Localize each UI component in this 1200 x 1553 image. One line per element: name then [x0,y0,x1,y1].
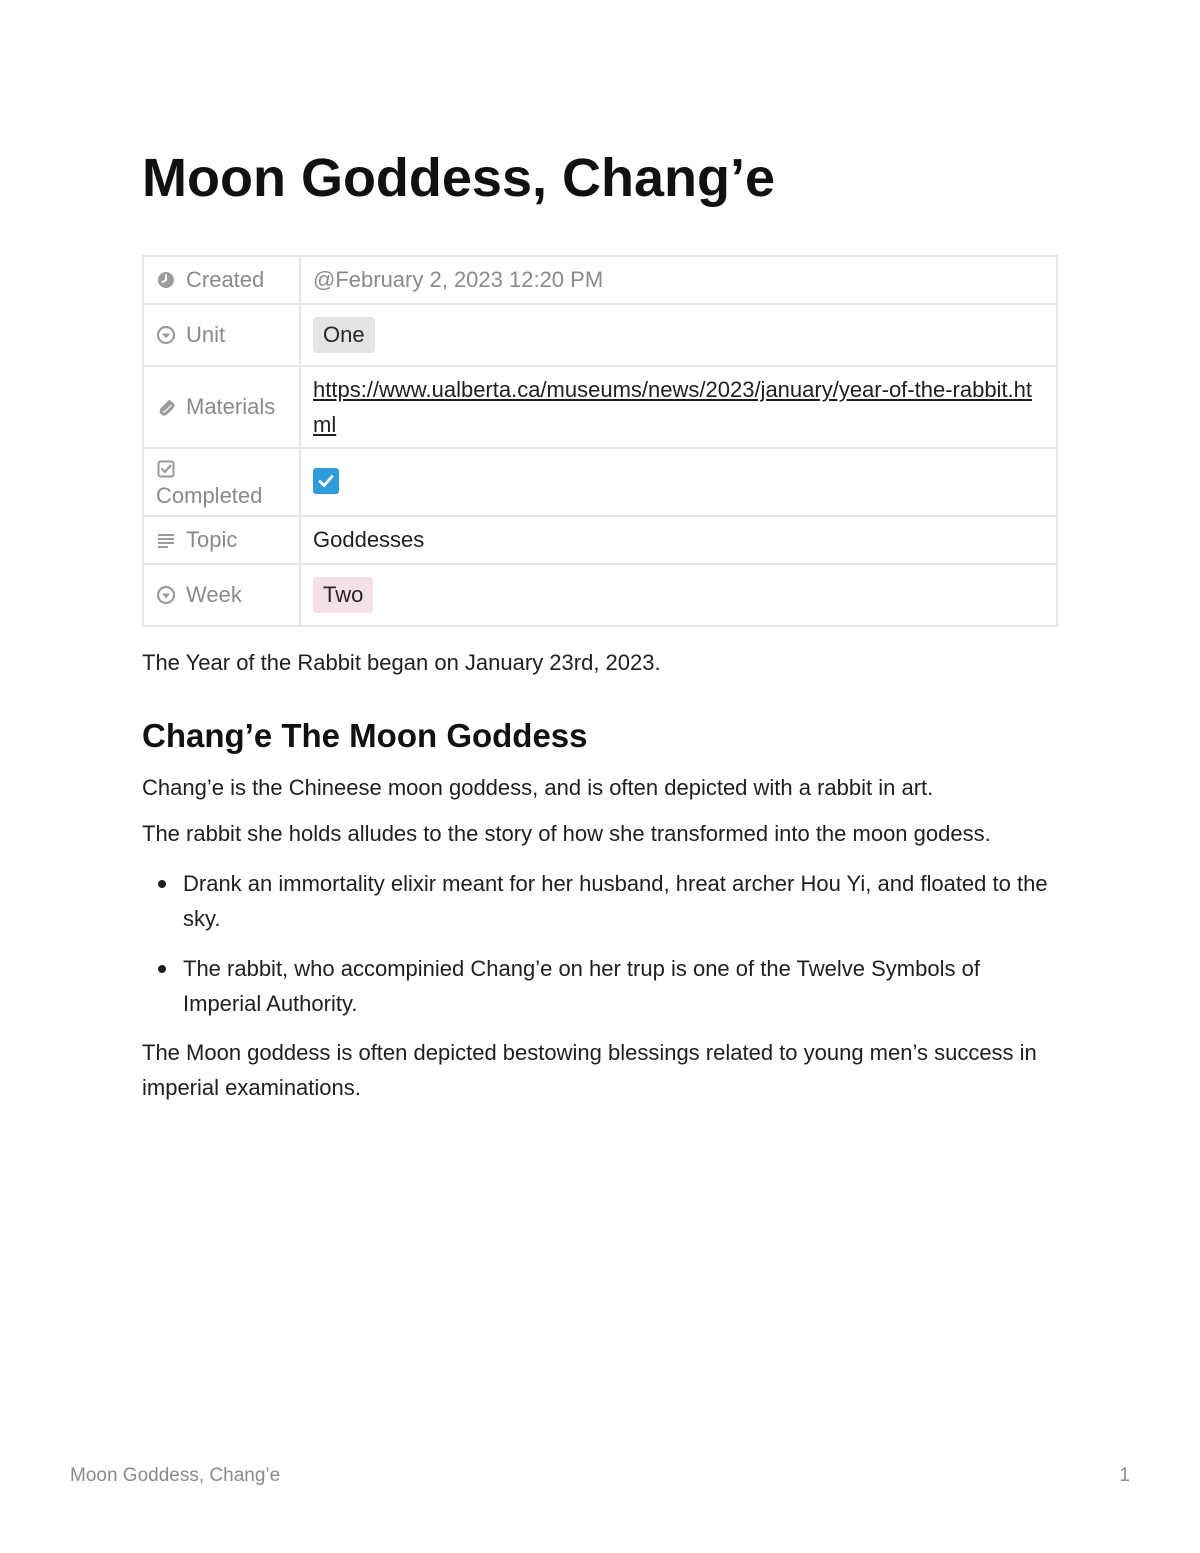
property-key-materials [143,366,300,448]
materials-link[interactable]: https://www.ualberta.ca/museums/news/2023/january/year-of-the-rabbit.html [313,377,1033,437]
section-heading: Chang’e The Moon Goddess [142,717,588,754]
list-item [142,951,1058,1021]
checkbox-icon [156,459,176,479]
paragraph-1: Chang’e is the Chineese moon goddess, and is often depicted with a rabbit in art. [142,775,934,800]
property-value-unit[interactable] [300,304,1057,366]
property-label-week: Week [186,582,242,607]
property-value-created[interactable] [300,256,1057,304]
intro-paragraph: The Year of the Rabbit began on January 23rd, 2023. [142,650,661,675]
property-row-materials [143,366,1057,448]
footer-title: Moon Goddess, Chang’e [70,1465,281,1486]
property-key-topic [143,516,300,564]
property-value-materials [300,366,1057,448]
select-icon [156,585,176,605]
paperclip-icon [156,397,176,417]
text-lines-icon [156,530,176,550]
paragraph-2: The rabbit she holds alludes to the story of how she transformed into the moon godess. [142,821,991,846]
property-label-materials: Materials [186,394,276,419]
property-key-unit [143,304,300,366]
property-label-created: Created [186,267,265,292]
completed-checkbox[interactable] [313,468,339,494]
check-icon [316,471,336,491]
list-item-text: The rabbit, who accompinied Chang’e on her trup is one of the Twelve Symbols of Imperial Authority. [183,956,980,1016]
property-label-unit: Unit [186,322,226,347]
property-key-completed [143,448,300,516]
property-row-topic [143,516,1057,564]
topic-text: Goddesses [313,527,425,552]
select-icon [156,325,176,345]
bullet-dot [158,880,166,888]
list-item-text: Drank an immortality elixir meant for her husband, hreat archer Hou Yi, and floated to the sky. [183,871,1048,931]
property-value-topic[interactable] [300,516,1057,564]
property-label-topic: Topic [186,527,238,552]
property-row-completed [143,448,1057,516]
week-tag[interactable]: Two [313,577,373,613]
property-value-week[interactable] [300,564,1057,626]
property-row-created [143,256,1057,304]
page-title: Moon Goddess, Chang’e [142,148,776,208]
properties-table [142,255,1058,627]
list-item [142,866,1058,936]
property-row-unit [143,304,1057,366]
property-key-created [143,256,300,304]
clock-icon [156,270,176,290]
bullet-list [142,866,1058,1036]
unit-tag[interactable]: One [313,317,375,353]
property-value-completed [300,448,1057,516]
property-row-week [143,564,1057,626]
property-key-week [143,564,300,626]
created-date: @February 2, 2023 12:20 PM [313,267,604,292]
footer-page-number: 1 [1119,1465,1130,1486]
property-label-completed: Completed [156,483,263,508]
bullet-dot [158,965,166,973]
paragraph-3: The Moon goddess is often depicted bestowing blessings related to young men’s success in imperial examinations. [142,1040,1037,1100]
